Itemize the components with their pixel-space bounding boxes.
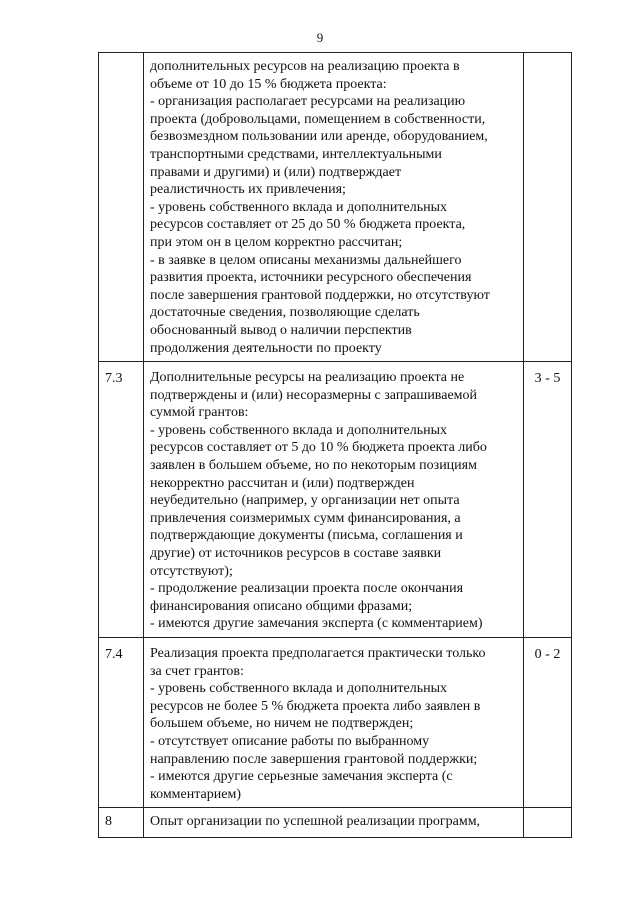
row-score: 3 - 5 [524, 362, 572, 638]
text-line: дополнительных ресурсов на реализацию проекта в [150, 59, 460, 74]
row-number: 8 [99, 808, 144, 838]
text-line: проекта (добровольцами, помещением в собственности, [150, 111, 486, 127]
text-line: ресурсов составляет от 5 до 10 % бюджета проекта либо [150, 440, 487, 456]
text-line: - уровень собственного вклада и дополнительных [150, 681, 448, 697]
text-line: Дополнительные ресурсы на реализацию проекта не [150, 370, 465, 386]
text-line: финансирования описано общими фразами; [150, 598, 413, 614]
row-score [524, 53, 572, 362]
text-line: безвозмездном пользовании или аренде, оборудованием, [150, 129, 488, 145]
page-number: 9 [316, 30, 324, 45]
table-row [99, 53, 572, 362]
text-line: обоснованный вывод о наличии перспектив [150, 322, 412, 338]
text-line: Реализация проекта предполагается практически только [150, 646, 486, 661]
row-description [144, 808, 524, 838]
text-line: за счет грантов: [150, 663, 244, 679]
text-line: - имеются другие серьезные замечания эксперта (с [150, 769, 453, 785]
text-line: - продолжение реализации проекта после окончания [150, 581, 464, 597]
row-description [144, 53, 524, 362]
text-line: правами и другими) и (или) подтверждает [150, 164, 402, 180]
text-line: ресурсов составляет от 25 до 50 % бюджета проекта, [150, 217, 466, 233]
text-line: при этом он в целом корректно рассчитан; [150, 234, 403, 250]
text-line: - отсутствует описание работы по выбранному [150, 733, 430, 749]
text-line: - имеются другие замечания эксперта (с комментарием) [150, 616, 483, 632]
row-score: 0 - 2 [524, 638, 572, 808]
text-line: заявлен в большем объеме, но по некоторым позициям [150, 458, 477, 474]
text-line: - уровень собственного вклада и дополнительных [150, 422, 448, 438]
text-line: большем объеме, но ничем не подтвержден; [150, 716, 414, 732]
text-line: после завершения грантовой поддержки, но отсутствуют [150, 287, 490, 303]
text-line: привлечения соизмеримых сумм финансирования, а [150, 510, 461, 526]
row-number: 7.4 [99, 638, 144, 808]
row-description [144, 362, 524, 638]
text-line: другие) от источников ресурсов в составе заявки [150, 546, 442, 562]
text-line: подтверждены и (или) несоразмерны с запрашиваемой [150, 387, 478, 403]
text-line: продолжения деятельности по проекту [150, 340, 382, 356]
row-score [524, 808, 572, 838]
text-line: - организация располагает ресурсами на реализацию [150, 94, 466, 110]
row-description [144, 638, 524, 808]
text-line: - в заявке в целом описаны механизмы дальнейшего [150, 252, 462, 268]
table-row [99, 362, 572, 638]
text-line: - уровень собственного вклада и дополнительных [150, 199, 448, 215]
text-line: развития проекта, источники ресурсного обеспечения [150, 270, 472, 286]
text-line: транспортными средствами, интеллектуальными [150, 146, 442, 162]
table-row [99, 808, 572, 838]
row-number [99, 53, 144, 362]
text-line: достаточные сведения, позволяющие сделать [150, 305, 420, 321]
text-line: неубедительно (например, у организации нет опыта [150, 493, 460, 509]
text-line: Опыт организации по успешной реализации программ, [150, 814, 481, 830]
text-line: направлению после завершения грантовой поддержки; [150, 751, 478, 767]
text-line: реалистичность их привлечения; [150, 182, 346, 198]
text-line: комментарием) [150, 786, 241, 802]
row-number: 7.3 [99, 362, 144, 638]
text-line: ресурсов не более 5 % бюджета проекта либо заявлен в [150, 698, 481, 714]
text-line: суммой грантов: [150, 405, 249, 421]
criteria-table [98, 52, 572, 838]
text-line: некорректно рассчитан и (или) подтвержден [150, 475, 415, 491]
table-row [99, 638, 572, 808]
text-line: объеме от 10 до 15 % бюджета проекта: [150, 76, 387, 92]
text-line: отсутствуют); [150, 563, 233, 579]
text-line: подтверждающие документы (письма, соглашения и [150, 528, 463, 544]
